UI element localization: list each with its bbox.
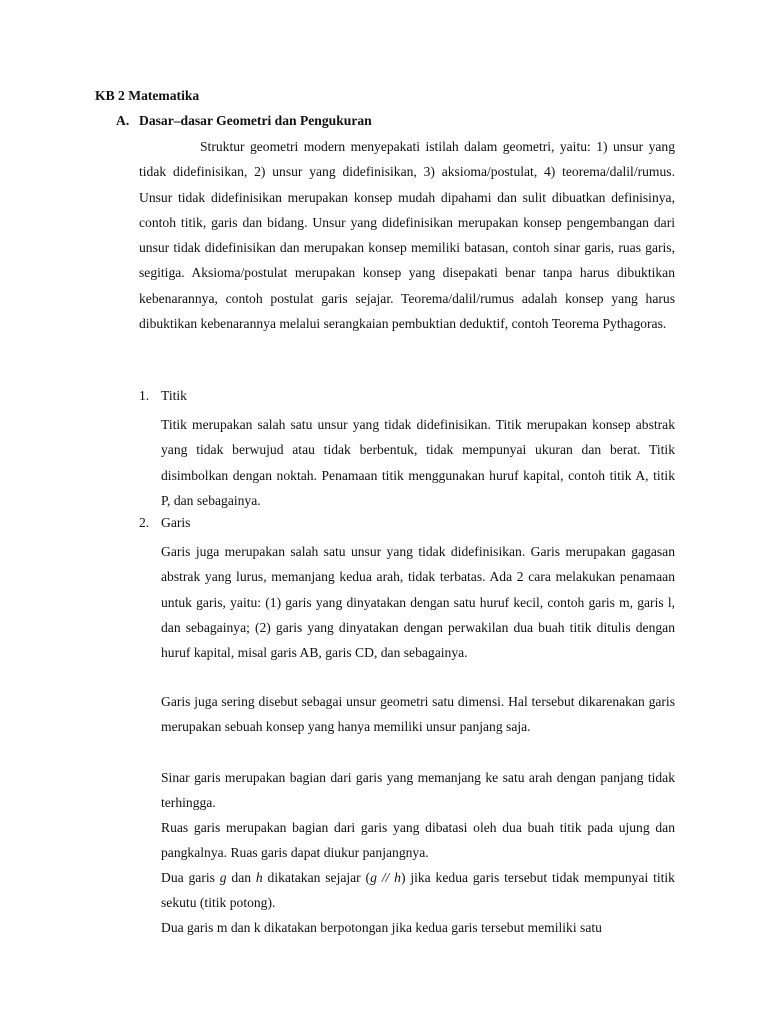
parallel-notation: g // h <box>370 870 401 885</box>
list-number: 2. <box>139 515 150 530</box>
text-run: dan <box>226 870 256 885</box>
variable-h: h <box>255 870 263 885</box>
text-run: dikatakan sejajar ( <box>262 870 371 885</box>
text-run: ) jika kedua garis tersebut tidak mempunyai titik sekutu (titik potong). <box>161 870 675 911</box>
variable-g: g <box>219 870 227 885</box>
paragraph-garis-dimension: Garis juga sering disebut sebagai unsur geometri satu dimensi. Hal tersebut dikarenakan garis merupakan sebuah konsep yang hanya memiliki unsur panjang saja. <box>161 694 675 735</box>
paragraph-garis-definition: Garis juga merupakan salah satu unsur yang tidak didefinisikan. Garis merupakan gagasan abstrak yang lurus, memanjang kedua arah, tidak terbatas. Ada 2 cara melakukan penamaan untuk garis, yaitu: (1) garis yang dinyatakan dengan satu huruf kecil, contoh garis m, garis l, dan sebagainya; (2) garis yang dinyatakan dengan perwakilan dua buah titik ditulis dengan huruf kapital, misal garis AB, garis CD, dan sebagainya. <box>161 544 675 661</box>
list-number: 1. <box>139 388 150 403</box>
intro-paragraph: Struktur geometri modern menyepakati istilah dalam geometri, yaitu: 1) unsur yang tidak didefinisikan, 2) unsur yang didefinisikan, 3) aksioma/postulat, 4) teorema/dalil/rumus. Unsur tidak didefinisikan merupakan konsep mudah dipahami dan sulit dibuatkan definisinya, contoh titik, garis dan bidang. Unsur yang didefinisikan merupakan konsep pengembangan dari unsur tidak didefinisikan dan merupakan konsep memiliki batasan, contoh sinar garis, ruas garis, segitiga. Aksioma/postulat merupakan konsep yang disepakati benar tanpa harus dibuktikan kebenarannya, contoh postulat garis sejajar. Teorema/dalil/rumus adalah konsep yang harus dibuktikan kebenarannya melalui serangkaian pembuktian deduktif, contoh Teorema Pythagoras. <box>139 139 675 332</box>
section-marker: A. <box>116 113 130 128</box>
section-heading-text: Dasar–dasar Geometri dan Pengukuran <box>139 113 372 128</box>
paragraph-sinar-garis: Sinar garis merupakan bagian dari garis yang memanjang ke satu arah dengan panjang tidak terhingga. <box>161 770 675 811</box>
paragraph-ruas-garis: Ruas garis merupakan bagian dari garis yang dibatasi oleh dua buah titik pada ujung dan pangkalnya. Ruas garis dapat diukur panjangnya. <box>161 820 675 861</box>
list-item-titik <box>139 388 187 404</box>
section-heading <box>116 113 372 129</box>
paragraph-garis-sejajar <box>161 865 675 916</box>
list-item-garis <box>139 515 190 531</box>
list-label: Titik <box>161 388 187 403</box>
document-title: KB 2 Matematika <box>95 88 200 103</box>
text-run: Dua garis <box>161 870 220 885</box>
paragraph-titik: Titik merupakan salah satu unsur yang tidak didefinisikan. Titik merupakan konsep abstrak yang tidak berwujud atau tidak berbentuk, tidak mempunyai ukuran dan berat. Titik disimbolkan dengan noktah. Penamaan titik menggunakan huruf kapital, contoh titik A, titik P, dan sebagainya. <box>161 417 675 508</box>
list-label: Garis <box>161 515 191 530</box>
paragraph-garis-berpotongan: Dua garis m dan k dikatakan berpotongan jika kedua garis tersebut memiliki satu <box>161 920 602 935</box>
